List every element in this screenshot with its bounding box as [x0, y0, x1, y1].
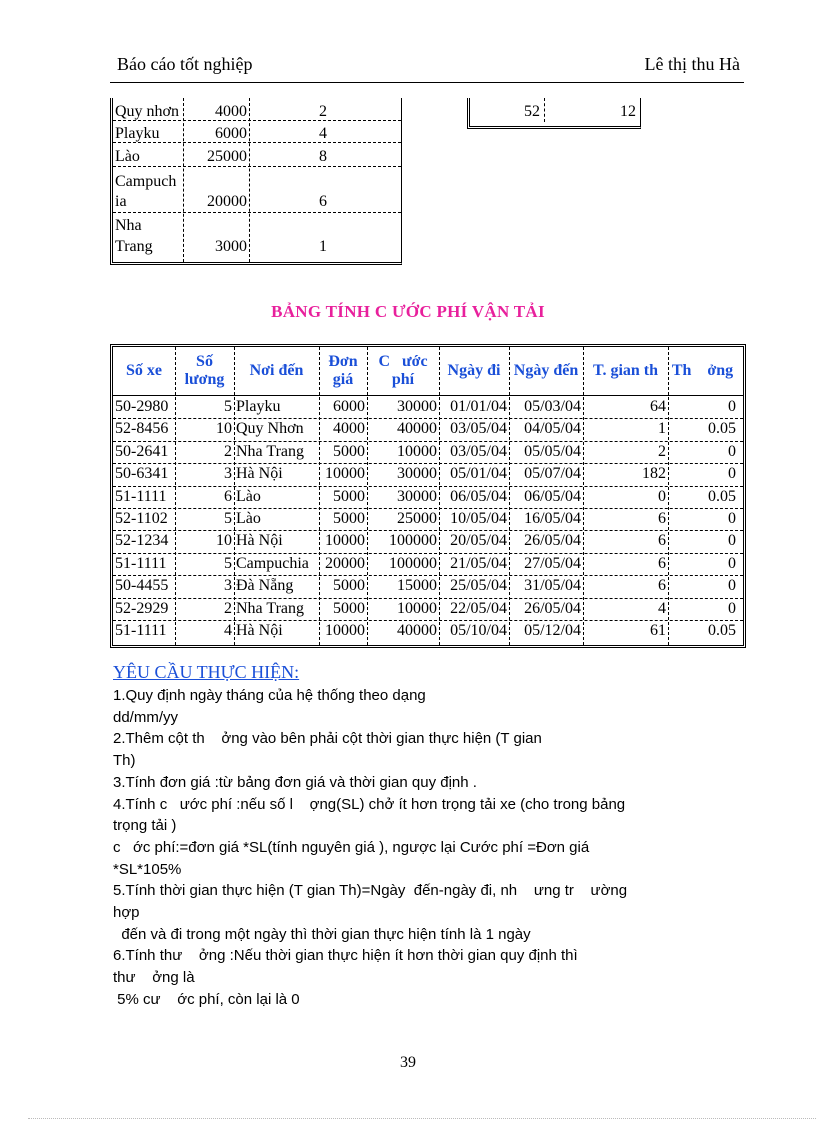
- table-cell-t-gian: 4: [658, 599, 666, 617]
- table-cell-thuong: 0.05: [708, 487, 736, 505]
- table-cell-don-gia: 10000: [325, 532, 365, 550]
- table-cell-ngay-di: 01/01/04: [450, 398, 507, 415]
- requirement-line: 4.Tính c ước phí :nếu số l ợng(SL) chở ít hơn trọng tải xe (cho trong bảng: [113, 795, 626, 813]
- table-cell-thuong: 0: [728, 577, 736, 595]
- table-cell-ngay-den: 05/12/04: [524, 622, 581, 639]
- table-row: [113, 508, 743, 530]
- table-cell-t-gian: 64: [650, 398, 666, 415]
- requirement-line: *SL*105%: [113, 860, 182, 878]
- table-cell-thuong: 0: [728, 465, 736, 483]
- table-cell-ngay-den: 16/05/04: [524, 510, 581, 527]
- table-cell-sl: 10: [216, 420, 232, 438]
- header-ngay-di: Ngày đi: [447, 362, 501, 379]
- table-cell-thuong: 0: [728, 510, 736, 527]
- header-thuong: Th ởng: [671, 362, 734, 379]
- table-cell-ngay-di: 20/05/04: [450, 532, 507, 550]
- col-separator: [544, 98, 545, 122]
- table-cell-don-gia: 5000: [333, 577, 365, 595]
- requirement-line: đến và đi trong một ngày thì thời gian thực hiện tính là 1 ngày: [113, 925, 531, 943]
- table-cell-sl: 5: [224, 510, 232, 527]
- table-cell-cuoc-phi: 30000: [397, 398, 437, 415]
- table-cell: 6000: [215, 125, 247, 142]
- table-cell-t-gian: 6: [658, 554, 666, 572]
- table-cell-ngay-den: 31/05/04: [524, 577, 581, 595]
- table-cell-ngay-di: 05/10/04: [450, 622, 507, 639]
- table-cell-noi-den: Campuchia: [236, 554, 309, 572]
- requirement-line: c ớc phí:=đơn giá *SL(tính nguyên giá ), ngược lại Cước phí =Đơn giá: [113, 838, 590, 856]
- header-noi-den: Nơi đến: [249, 362, 304, 379]
- table-cell-so-xe: 51-1111: [115, 487, 167, 505]
- table-cell: 52: [524, 103, 540, 120]
- table-row: [113, 441, 743, 463]
- table-cell-cuoc-phi: 30000: [397, 487, 437, 505]
- table-cell-so-xe: 52-8456: [115, 420, 169, 438]
- requirement-line: dd/mm/yy: [113, 708, 179, 726]
- header-author: Lê thị thu Hà: [644, 54, 740, 74]
- table-cell: 4: [319, 125, 327, 142]
- table-cell-sl: 2: [224, 442, 232, 460]
- table-cell: ia: [115, 193, 127, 210]
- header-don-gia: Đơn giá: [328, 353, 358, 388]
- requirement-line: 5.Tính thời gian thực hiện (T gian Th)=Ngày đến-ngày đi, nh ưng tr ường: [113, 882, 628, 900]
- table-row: [113, 463, 743, 485]
- requirement-line: trọng tải ): [113, 817, 177, 835]
- table-cell-sl: 3: [224, 577, 232, 595]
- table-cell-ngay-den: 05/07/04: [524, 465, 581, 483]
- table-cell-ngay-den: 05/05/04: [524, 442, 581, 460]
- table-cell-sl: 10: [216, 532, 232, 550]
- table-cell: Quy nhơn: [115, 103, 180, 120]
- table-cell-cuoc-phi: 25000: [397, 510, 437, 527]
- header-t-gian: T. gian th: [592, 362, 659, 379]
- table-cell-thuong: 0: [728, 442, 736, 460]
- table-cell: Nha: [115, 217, 142, 234]
- table-cell-ngay-den: 26/05/04: [524, 599, 581, 617]
- table-cell-ngay-di: 06/05/04: [450, 487, 507, 505]
- table-cell-don-gia: 6000: [333, 398, 365, 415]
- table-cell-cuoc-phi: 10000: [397, 442, 437, 460]
- table-cell-cuoc-phi: 40000: [397, 420, 437, 438]
- table-cell-noi-den: Lào: [236, 487, 261, 505]
- table-cell-don-gia: 5000: [333, 487, 365, 505]
- table-cell-noi-den: Nha Trang: [236, 599, 305, 617]
- table-cell-ngay-den: 04/05/04: [524, 420, 581, 438]
- side-table-fragment: [467, 98, 641, 129]
- table-cell-noi-den: Lào: [236, 510, 261, 527]
- requirement-line: 3.Tính đơn giá :từ bảng đơn giá và thời gian quy định .: [113, 773, 477, 791]
- table-row: [113, 486, 743, 508]
- table-cell-don-gia: 5000: [333, 510, 365, 527]
- table-cell-cuoc-phi: 100000: [389, 532, 437, 550]
- requirement-line: 6.Tính thư ởng :Nếu thời gian thực hiện ít hơn thời gian quy định thì: [113, 947, 578, 965]
- table-cell-sl: 2: [224, 599, 232, 617]
- header-cuoc-phi: C ước phí: [378, 353, 428, 388]
- table-cell-thuong: 0: [728, 398, 736, 415]
- header-so-xe: Số xe: [126, 362, 162, 379]
- table-cell-don-gia: 10000: [325, 622, 365, 639]
- table-cell-sl: 3: [224, 465, 232, 483]
- table-cell-so-xe: 50-4455: [115, 577, 169, 595]
- header-so-luong: Số lương: [184, 353, 225, 388]
- table-cell-so-xe: 51-1111: [115, 554, 167, 572]
- row-separator: [113, 212, 401, 213]
- table-cell-don-gia: 5000: [333, 599, 365, 617]
- requirement-line: thư ởng là: [113, 969, 195, 987]
- table-cell: Lào: [115, 148, 140, 165]
- table-cell-ngay-di: 10/05/04: [450, 510, 507, 527]
- table-row: [113, 418, 743, 440]
- table-cell-t-gian: 6: [658, 577, 666, 595]
- table-cell-thuong: 0: [728, 532, 736, 550]
- table-cell-t-gian: 1: [658, 420, 666, 438]
- col-separator: [183, 98, 184, 262]
- row-separator: [113, 166, 401, 167]
- table-cell-thuong: 0: [728, 554, 736, 572]
- table-cell-ngay-den: 05/03/04: [524, 398, 581, 415]
- table-cell: 12: [620, 103, 636, 120]
- table-cell: 20000: [207, 193, 247, 210]
- table-row: [113, 598, 743, 620]
- table-cell-ngay-di: 25/05/04: [450, 577, 507, 595]
- table-cell-noi-den: Quy Nhơn: [236, 420, 304, 438]
- table-cell-ngay-di: 05/01/04: [450, 465, 507, 483]
- requirement-line: hợp: [113, 904, 140, 921]
- table-cell-cuoc-phi: 30000: [397, 465, 437, 483]
- table-cell-thuong: 0: [728, 599, 736, 617]
- requirement-line: Th): [113, 752, 136, 770]
- table-cell: 2: [319, 103, 327, 120]
- col-separator: [249, 98, 250, 262]
- table-cell-ngay-di: 03/05/04: [450, 442, 507, 460]
- table-cell: 4000: [215, 103, 247, 120]
- table-cell-don-gia: 20000: [325, 554, 365, 572]
- table-cell: 1: [319, 238, 327, 255]
- table-cell: 3000: [215, 238, 247, 255]
- table-cell-don-gia: 5000: [333, 442, 365, 460]
- table-cell-t-gian: 6: [658, 510, 666, 527]
- section-title: BẢNG TÍNH C ƯỚC PHÍ VẬN TẢI: [271, 302, 545, 321]
- table-row: [113, 553, 743, 575]
- table-cell-so-xe: 52-1234: [115, 532, 169, 550]
- freight-fee-table: [110, 344, 746, 648]
- table-cell-so-xe: 52-1102: [115, 510, 168, 527]
- table-cell-thuong: 0.05: [708, 420, 736, 438]
- table-cell: 25000: [207, 148, 247, 165]
- table-row: [113, 530, 743, 552]
- table-cell-so-xe: 50-6341: [115, 465, 169, 483]
- table-cell-so-xe: 51-1111: [115, 622, 167, 639]
- table-cell-t-gian: 61: [650, 622, 666, 639]
- requirement-line: 1.Quy định ngày tháng của hệ thống theo dạng: [113, 687, 426, 704]
- table-cell-sl: 5: [224, 398, 232, 415]
- table-cell-noi-den: Hà Nội: [236, 622, 283, 639]
- table-cell-ngay-di: 03/05/04: [450, 420, 507, 438]
- table-cell-so-xe: 52-2929: [115, 599, 169, 617]
- table-cell-noi-den: Nha Trang: [236, 442, 305, 460]
- table-cell-cuoc-phi: 100000: [389, 554, 437, 572]
- table-cell-so-xe: 50-2980: [115, 398, 169, 415]
- header-left-title: Báo cáo tốt nghiệp: [117, 54, 253, 74]
- table-cell-t-gian: 182: [642, 465, 666, 483]
- footer-rule: [28, 1118, 816, 1119]
- table-cell-t-gian: 6: [658, 532, 666, 550]
- table-row: [113, 396, 743, 418]
- table-row: [113, 620, 743, 642]
- header-rule: [110, 82, 744, 83]
- table-cell: Campuch: [115, 173, 177, 190]
- page-number: 39: [400, 1054, 416, 1071]
- table-cell-cuoc-phi: 10000: [397, 599, 437, 617]
- table-cell-sl: 6: [224, 487, 232, 505]
- table-cell-t-gian: 2: [658, 442, 666, 460]
- table-cell-ngay-den: 06/05/04: [524, 487, 581, 505]
- table-cell-noi-den: Đà Nẵng: [236, 577, 294, 595]
- table-row: [113, 575, 743, 597]
- table-cell: 8: [319, 148, 327, 165]
- table-cell-cuoc-phi: 15000: [397, 577, 437, 595]
- top-rate-table: [110, 98, 402, 265]
- table-cell-sl: 4: [224, 622, 232, 639]
- table-cell-noi-den: Hà Nội: [236, 465, 283, 483]
- table-cell-sl: 5: [224, 554, 232, 572]
- requirement-line: 5% cư ớc phí, còn lại là 0: [113, 990, 300, 1008]
- requirements-title: YÊU CẦU THỰC HIỆN:: [113, 662, 300, 682]
- table-cell-t-gian: 0: [658, 487, 666, 505]
- table-cell-ngay-den: 27/05/04: [524, 554, 581, 572]
- table-cell-noi-den: Playku: [236, 398, 281, 415]
- table-cell: Trang: [115, 238, 153, 255]
- table-cell-don-gia: 10000: [325, 465, 365, 483]
- table-cell-noi-den: Hà Nội: [236, 532, 283, 550]
- table-cell-ngay-di: 22/05/04: [450, 599, 507, 617]
- header-ngay-den: Ngày đến: [513, 362, 579, 379]
- table-cell-so-xe: 50-2641: [115, 442, 169, 460]
- table-cell: Playku: [115, 125, 160, 142]
- table-cell-don-gia: 4000: [333, 420, 365, 438]
- table-cell-ngay-di: 21/05/04: [450, 554, 507, 572]
- table-cell-thuong: 0.05: [708, 622, 736, 639]
- table-cell-ngay-den: 26/05/04: [524, 532, 581, 550]
- requirement-line: 2.Thêm cột th ởng vào bên phải cột thời gian thực hiện (T gian: [113, 730, 542, 748]
- table-cell: 6: [319, 193, 327, 210]
- table-cell-cuoc-phi: 40000: [397, 622, 437, 639]
